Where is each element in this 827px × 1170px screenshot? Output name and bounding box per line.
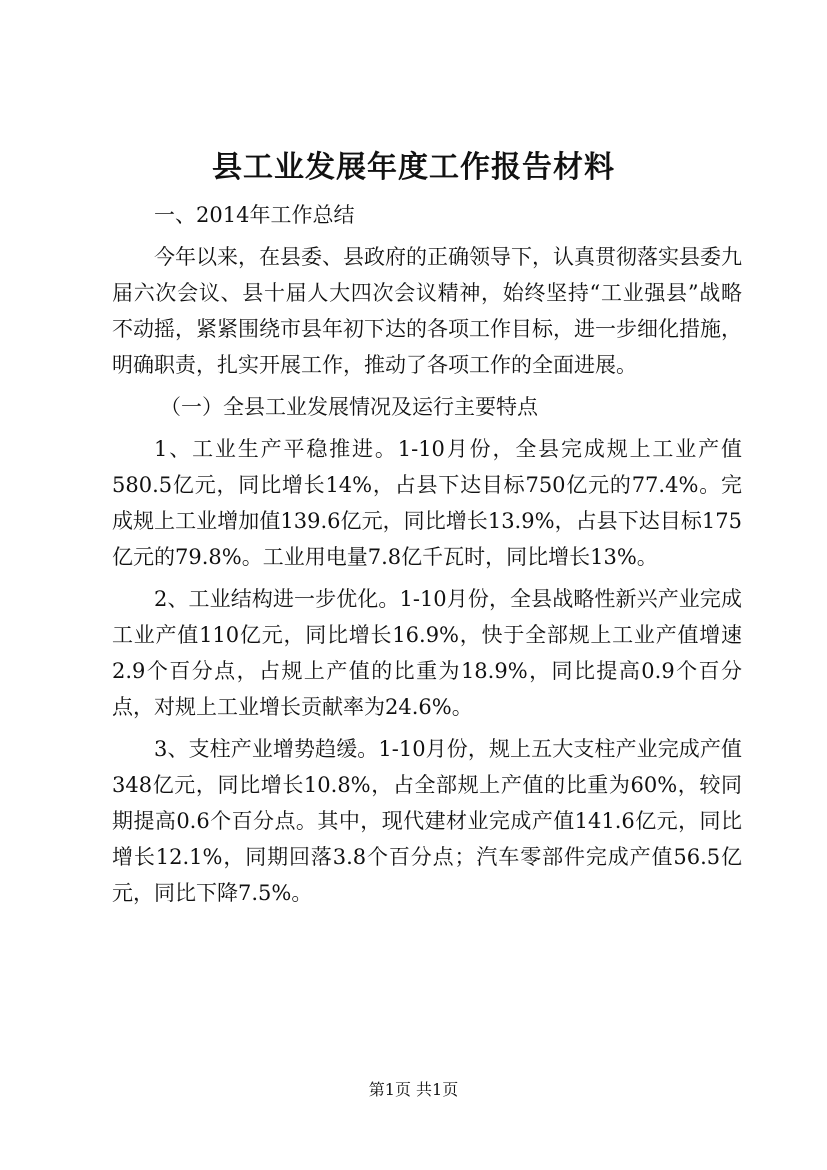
- page-footer: 第1页 共1页: [368, 1080, 459, 1099]
- intro-paragraph: 今年以来，在县委、县政府的正确领导下，认真贯彻落实县委九届六次会议、县十届人大四次会议精神，始终坚持“工业强县”战略不动摇，紧紧围绕市县年初下达的各项工作目标，进一步细化措施，明确职责，扎实开展工作，推动了各项工作的全面进展。: [112, 245, 742, 377]
- paragraph-industrial-structure: 2、工业结构进一步优化。1-10月份，全县战略性新兴产业完成工业产值110亿元，同比增长16.9%，快于全部规上工业产值增速2.9个百分点，占规上产值的比重为18.9%，同比提高0.9个百分点，对规上工业增长贡献率为24.6%。: [112, 587, 742, 719]
- section-heading: 一、2014年工作总结: [154, 203, 355, 227]
- document-title: 县工业发展年度工作报告材料: [212, 150, 615, 185]
- document-body: [112, 197, 742, 917]
- paragraph-industrial-production: 1、工业生产平稳推进。1-10月份，全县完成规上工业产值580.5亿元，同比增长14%，占县下达目标750亿元的77.4%。完成规上工业增加值139.6亿元，同比增长13.9%，占县下达目标175亿元的79.8%。工业用电量7.8亿千瓦时，同比增长13%。: [112, 437, 742, 569]
- paragraph-pillar-industries: 3、支柱产业增势趋缓。1-10月份，规上五大支柱产业完成产值348亿元，同比增长10.8%，占全部规上产值的比重为60%，较同期提高0.6个百分点。其中，现代建材业完成产值141.6亿元，同比增长12.1%，同期回落3.8个百分点；汽车零部件完成产值56.5亿元，同比下降7.5%。: [112, 737, 742, 905]
- subsection-heading: （一）全县工业发展情况及运行主要特点: [160, 395, 538, 419]
